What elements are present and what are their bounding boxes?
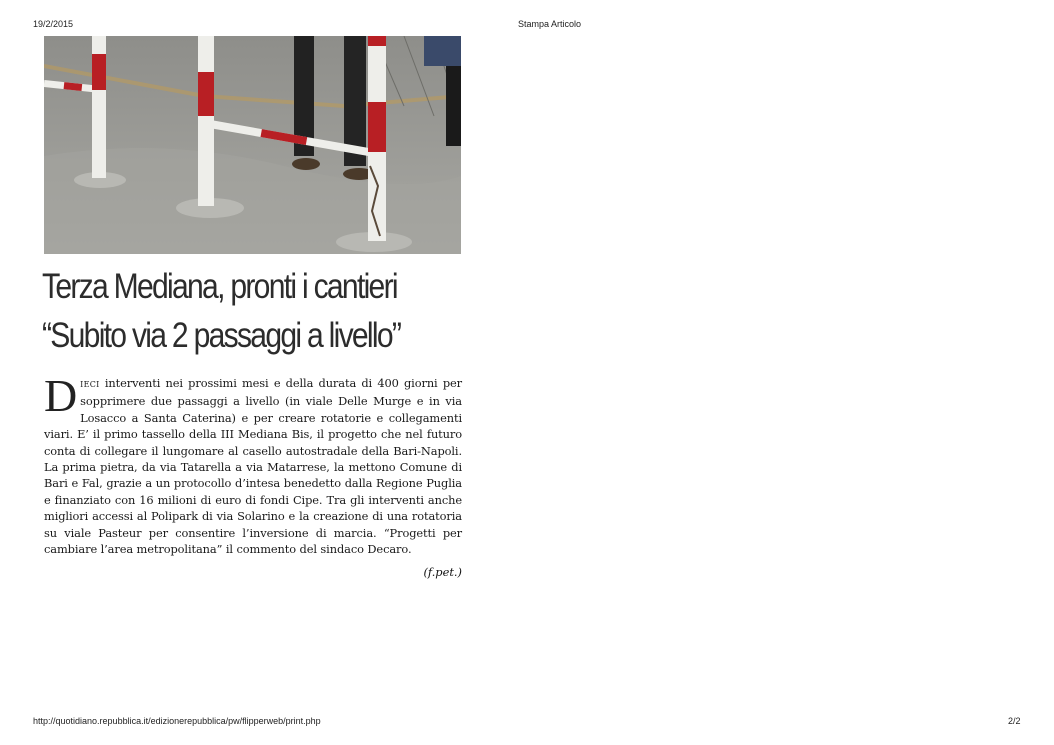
article-photo — [44, 36, 461, 254]
article-body-text: interventi nei prossimi mesi e della durata di 400 giorni per sopprimere due passaggi a livello (in viale Delle Murge e in via Losacco a Santa Caterina) e per creare rotatorie e collegamenti viari. E’ il primo tassello della III Mediana Bis, il progetto che nel futuro conta di collegare il lungomare al casello autostradale della Bari-Napoli. La prima pietra, da via Tatarella a via Matarrese, la mettono Comune di Bari e Fal, grazie a un protocollo d’intesa benedetto dalla Regione Puglia e finanziato con 16 milioni di euro di fondi Cipe. Tra gli interventi anche migliori accessi al Polipark di via Solarino e la creazione di una rotatoria su viale Pasteur per consentire l’inversione di marcia. “Progetti per cambiare l’area metropolitana” il commento del sindaco Decaro. — [44, 376, 462, 557]
print-date: 19/2/2015 — [33, 19, 74, 29]
drop-cap: D — [44, 370, 78, 421]
headline-line-2: “Subito via 2 passaggi a livello” — [42, 316, 401, 355]
print-header-title: Stampa Articolo — [518, 19, 582, 29]
article-byline: (f.pet.) — [423, 565, 462, 579]
article-body — [44, 370, 462, 557]
lead-smallcaps: IECI — [80, 380, 100, 389]
headline-line-1: Terza Mediana, pronti i cantieri — [42, 267, 397, 306]
barrier-photo-illustration — [44, 36, 461, 254]
footer-url: http://quotidiano.repubblica.it/edizionerepubblica/pw/flipperweb/print.php — [33, 716, 321, 726]
page-number: 2/2 — [1008, 716, 1021, 726]
article-headline — [42, 262, 412, 360]
